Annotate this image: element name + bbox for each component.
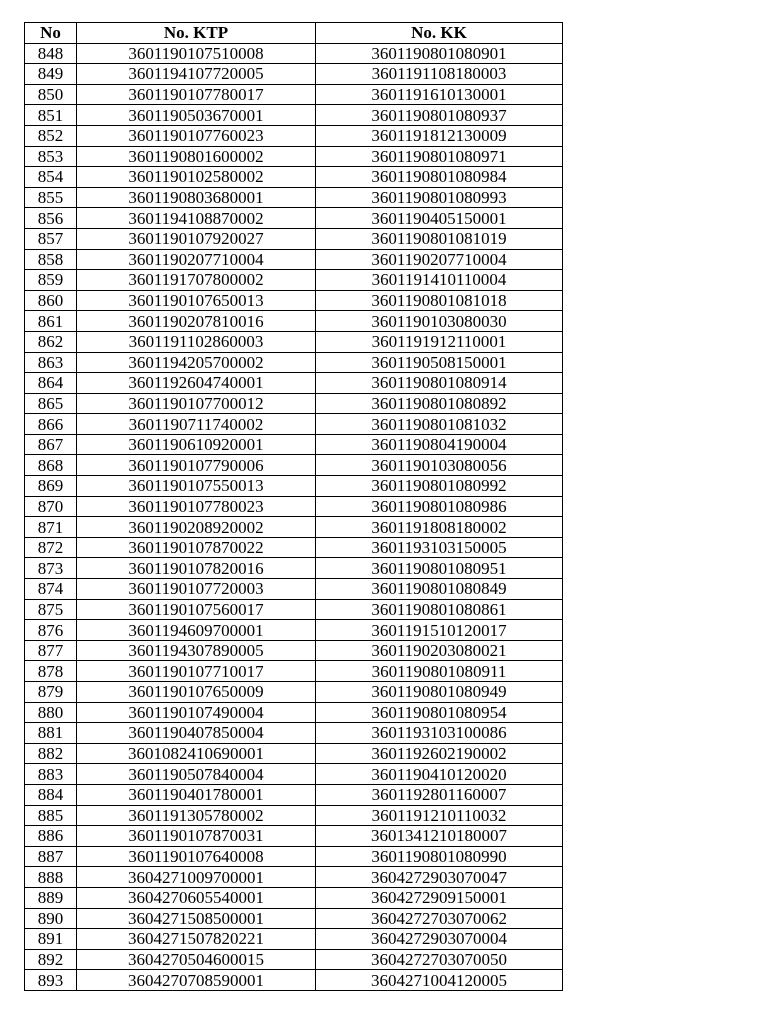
cell-kk: 3604272703070062: [316, 908, 563, 929]
cell-kk: 3601190801080971: [316, 146, 563, 167]
cell-no: 884: [25, 784, 77, 805]
table-header: [25, 23, 563, 44]
cell-no: 863: [25, 352, 77, 373]
cell-no: 882: [25, 743, 77, 764]
table-row: [25, 661, 563, 682]
table-row: [25, 908, 563, 929]
cell-kk: 3601190207710004: [316, 249, 563, 270]
cell-kk: 3601191812130009: [316, 125, 563, 146]
cell-no: 873: [25, 558, 77, 579]
table-row: [25, 743, 563, 764]
cell-ktp: 3601190107780023: [77, 496, 316, 517]
cell-ktp: 3601194108870002: [77, 208, 316, 229]
table-row: [25, 496, 563, 517]
table-row: [25, 434, 563, 455]
cell-ktp: 3604271507820221: [77, 929, 316, 950]
cell-ktp: 3601190107490004: [77, 702, 316, 723]
table-row: [25, 393, 563, 414]
cell-no: 858: [25, 249, 77, 270]
cell-ktp: 3601190102580002: [77, 167, 316, 188]
cell-no: 875: [25, 599, 77, 620]
cell-ktp: 3601192604740001: [77, 373, 316, 394]
cell-kk: 3601190405150001: [316, 208, 563, 229]
cell-ktp: 3604270605540001: [77, 887, 316, 908]
cell-ktp: 3601191707800002: [77, 270, 316, 291]
table-row: [25, 352, 563, 373]
cell-ktp: 3601190503670001: [77, 105, 316, 126]
table-row: [25, 228, 563, 249]
cell-kk: 3601191610130001: [316, 84, 563, 105]
cell-no: 865: [25, 393, 77, 414]
table-row: [25, 949, 563, 970]
table-row: [25, 187, 563, 208]
cell-ktp: 3601190207810016: [77, 311, 316, 332]
cell-no: 872: [25, 537, 77, 558]
table-row: [25, 784, 563, 805]
header-row: [25, 23, 563, 44]
table-row: [25, 640, 563, 661]
cell-no: 868: [25, 455, 77, 476]
cell-no: 850: [25, 84, 77, 105]
cell-ktp: 3601190107550013: [77, 476, 316, 497]
cell-ktp: 3601190107650013: [77, 290, 316, 311]
cell-ktp: 3601191102860003: [77, 331, 316, 352]
cell-ktp: 3601190107790006: [77, 455, 316, 476]
cell-kk: 3604272903070004: [316, 929, 563, 950]
table-row: [25, 764, 563, 785]
cell-kk: 3601193103150005: [316, 537, 563, 558]
cell-no: 851: [25, 105, 77, 126]
table-row: [25, 311, 563, 332]
cell-no: 859: [25, 270, 77, 291]
cell-kk: 3601190801080951: [316, 558, 563, 579]
cell-no: 866: [25, 414, 77, 435]
cell-kk: 3601190801080901: [316, 43, 563, 64]
cell-ktp: 3601190107920027: [77, 228, 316, 249]
cell-kk: 3601190801080849: [316, 579, 563, 600]
cell-no: 883: [25, 764, 77, 785]
cell-kk: 3601190801080861: [316, 599, 563, 620]
table-row: [25, 373, 563, 394]
table-row: [25, 64, 563, 85]
table-row: [25, 723, 563, 744]
cell-kk: 3601190801081032: [316, 414, 563, 435]
cell-ktp: 3601190107820016: [77, 558, 316, 579]
cell-no: 862: [25, 331, 77, 352]
data-table: [24, 22, 563, 991]
cell-kk: 3601190103080030: [316, 311, 563, 332]
cell-ktp: 3601194205700002: [77, 352, 316, 373]
cell-no: 861: [25, 311, 77, 332]
cell-no: 854: [25, 167, 77, 188]
table-row: [25, 167, 563, 188]
cell-kk: 3601190801080949: [316, 682, 563, 703]
cell-ktp: 3601190107870022: [77, 537, 316, 558]
cell-no: 893: [25, 970, 77, 991]
table-body: [25, 43, 563, 990]
table-row: [25, 270, 563, 291]
cell-kk: 3601191808180002: [316, 517, 563, 538]
table-row: [25, 887, 563, 908]
table-row: [25, 558, 563, 579]
cell-kk: 3601190801080986: [316, 496, 563, 517]
cell-ktp: 3601190507840004: [77, 764, 316, 785]
table-row: [25, 867, 563, 888]
cell-ktp: 3601190801600002: [77, 146, 316, 167]
table-row: [25, 290, 563, 311]
cell-no: 886: [25, 826, 77, 847]
table-row: [25, 249, 563, 270]
cell-kk: 3601190801080911: [316, 661, 563, 682]
table-row: [25, 125, 563, 146]
cell-ktp: 3601190208920002: [77, 517, 316, 538]
cell-no: 852: [25, 125, 77, 146]
cell-ktp: 3601194307890005: [77, 640, 316, 661]
cell-ktp: 3601190803680001: [77, 187, 316, 208]
cell-no: 880: [25, 702, 77, 723]
cell-ktp: 3601190107710017: [77, 661, 316, 682]
cell-kk: 3604272703070050: [316, 949, 563, 970]
cell-no: 869: [25, 476, 77, 497]
cell-no: 871: [25, 517, 77, 538]
cell-ktp: 3601190107780017: [77, 84, 316, 105]
table-row: [25, 702, 563, 723]
header-kk: No. KK: [316, 23, 563, 44]
cell-kk: 3601190801080992: [316, 476, 563, 497]
cell-ktp: 3601190207710004: [77, 249, 316, 270]
table-row: [25, 846, 563, 867]
cell-ktp: 3601190610920001: [77, 434, 316, 455]
cell-no: 870: [25, 496, 77, 517]
cell-no: 856: [25, 208, 77, 229]
cell-ktp: 3601190107720003: [77, 579, 316, 600]
cell-kk: 3601190103080056: [316, 455, 563, 476]
cell-kk: 3601191108180003: [316, 64, 563, 85]
cell-ktp: 3601194107720005: [77, 64, 316, 85]
table-row: [25, 826, 563, 847]
cell-ktp: 3601190407850004: [77, 723, 316, 744]
cell-kk: 3601191410110004: [316, 270, 563, 291]
cell-no: 855: [25, 187, 77, 208]
table-row: [25, 43, 563, 64]
cell-ktp: 3601190107870031: [77, 826, 316, 847]
cell-kk: 3604272903070047: [316, 867, 563, 888]
cell-kk: 3601191210110032: [316, 805, 563, 826]
cell-kk: 3601190203080021: [316, 640, 563, 661]
table-row: [25, 455, 563, 476]
table-row: [25, 208, 563, 229]
cell-no: 879: [25, 682, 77, 703]
cell-kk: 3601190801080984: [316, 167, 563, 188]
cell-ktp: 3601190107760023: [77, 125, 316, 146]
cell-ktp: 3604270708590001: [77, 970, 316, 991]
cell-ktp: 3601191305780002: [77, 805, 316, 826]
cell-kk: 3601190801080990: [316, 846, 563, 867]
cell-kk: 3604272909150001: [316, 887, 563, 908]
cell-ktp: 3601190107650009: [77, 682, 316, 703]
cell-ktp: 3604271009700001: [77, 867, 316, 888]
cell-no: 853: [25, 146, 77, 167]
cell-no: 877: [25, 640, 77, 661]
table-row: [25, 970, 563, 991]
table-row: [25, 805, 563, 826]
cell-ktp: 3601190107640008: [77, 846, 316, 867]
cell-no: 891: [25, 929, 77, 950]
table-row: [25, 476, 563, 497]
cell-kk: 3604271004120005: [316, 970, 563, 991]
cell-ktp: 3601190711740002: [77, 414, 316, 435]
table-row: [25, 537, 563, 558]
table-row: [25, 599, 563, 620]
table-row: [25, 517, 563, 538]
header-no: No: [25, 23, 77, 44]
cell-no: 892: [25, 949, 77, 970]
cell-no: 888: [25, 867, 77, 888]
header-ktp: No. KTP: [77, 23, 316, 44]
cell-kk: 3601190410120020: [316, 764, 563, 785]
cell-ktp: 3601194609700001: [77, 620, 316, 641]
cell-kk: 3601190801080993: [316, 187, 563, 208]
table-row: [25, 414, 563, 435]
table-row: [25, 105, 563, 126]
cell-no: 890: [25, 908, 77, 929]
cell-kk: 3601190801081018: [316, 290, 563, 311]
cell-ktp: 3601190107560017: [77, 599, 316, 620]
cell-kk: 3601190801080892: [316, 393, 563, 414]
cell-kk: 3601192602190002: [316, 743, 563, 764]
cell-ktp: 3601190107700012: [77, 393, 316, 414]
cell-kk: 3601191510120017: [316, 620, 563, 641]
cell-ktp: 3604271508500001: [77, 908, 316, 929]
table-row: [25, 146, 563, 167]
cell-no: 864: [25, 373, 77, 394]
cell-no: 860: [25, 290, 77, 311]
cell-kk: 3601190801080914: [316, 373, 563, 394]
cell-no: 876: [25, 620, 77, 641]
table-row: [25, 929, 563, 950]
cell-kk: 3601190801080937: [316, 105, 563, 126]
cell-ktp: 3604270504600015: [77, 949, 316, 970]
cell-kk: 3601193103100086: [316, 723, 563, 744]
table-row: [25, 620, 563, 641]
cell-kk: 3601192801160007: [316, 784, 563, 805]
cell-kk: 3601190801080954: [316, 702, 563, 723]
table-row: [25, 84, 563, 105]
cell-ktp: 3601082410690001: [77, 743, 316, 764]
cell-ktp: 3601190401780001: [77, 784, 316, 805]
cell-no: 874: [25, 579, 77, 600]
cell-no: 881: [25, 723, 77, 744]
cell-no: 889: [25, 887, 77, 908]
table-row: [25, 682, 563, 703]
cell-no: 878: [25, 661, 77, 682]
cell-kk: 3601191912110001: [316, 331, 563, 352]
cell-no: 887: [25, 846, 77, 867]
table-row: [25, 579, 563, 600]
cell-no: 885: [25, 805, 77, 826]
cell-no: 867: [25, 434, 77, 455]
table-row: [25, 331, 563, 352]
cell-ktp: 3601190107510008: [77, 43, 316, 64]
cell-kk: 3601190801081019: [316, 228, 563, 249]
cell-kk: 3601341210180007: [316, 826, 563, 847]
cell-kk: 3601190804190004: [316, 434, 563, 455]
cell-kk: 3601190508150001: [316, 352, 563, 373]
cell-no: 848: [25, 43, 77, 64]
cell-no: 857: [25, 228, 77, 249]
cell-no: 849: [25, 64, 77, 85]
